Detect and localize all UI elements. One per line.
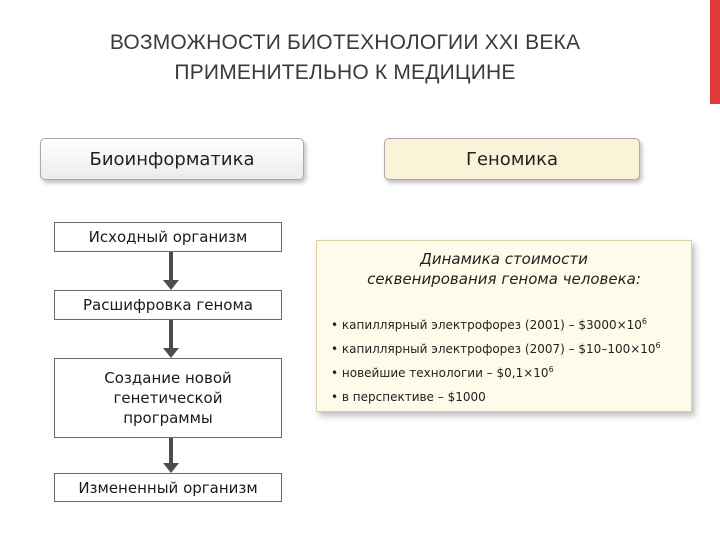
step3-line-1: Создание новой	[104, 369, 232, 387]
accent-bar	[710, 0, 720, 104]
flow-connector-1	[169, 252, 173, 280]
flow-connector-2	[169, 320, 173, 348]
bioinformatics-heading: Биоинформатика	[40, 138, 304, 180]
cost-list	[331, 313, 687, 409]
flow-step-genome-decoding: Расшифровка генома	[54, 290, 282, 320]
page-title	[40, 28, 650, 88]
panel-title-line-1: Динамика стоимости	[420, 250, 588, 268]
step3-line-2: генетической	[113, 389, 223, 407]
arrow-down-icon	[163, 463, 179, 473]
flow-step-source-organism: Исходный организм	[54, 222, 282, 252]
title-line-2: ПРИМЕНИТЕЛЬНО К МЕДИЦИНЕ	[174, 61, 516, 84]
flow-step-modified-organism: Измененный организм	[54, 473, 282, 502]
list-item: • капиллярный электрофорез $(2007) - \$10-100\times 10^6$	[331, 341, 661, 356]
panel-title	[317, 249, 691, 289]
list-item: • новейшие технологии – $\$0,1\times 10^6$	[331, 365, 554, 380]
list-item: • капиллярный электрофорез $(2001) - \$3000\times 10^6$	[331, 317, 648, 332]
sequencing-cost-panel	[316, 240, 692, 412]
genomics-heading: Геномика	[384, 138, 640, 180]
flow-connector-3	[169, 438, 173, 463]
step3-line-3: программы	[123, 409, 213, 427]
title-line-1: ВОЗМОЖНОСТИ БИОТЕХНОЛОГИИ XXI ВЕКА	[109, 31, 581, 54]
list-item: • в перспективе – $1000	[331, 390, 486, 404]
panel-title-line-2: секвенирования генома человека:	[367, 270, 641, 288]
flow-step-new-genetic-program	[54, 358, 282, 438]
arrow-down-icon	[163, 280, 179, 290]
arrow-down-icon	[163, 348, 179, 358]
